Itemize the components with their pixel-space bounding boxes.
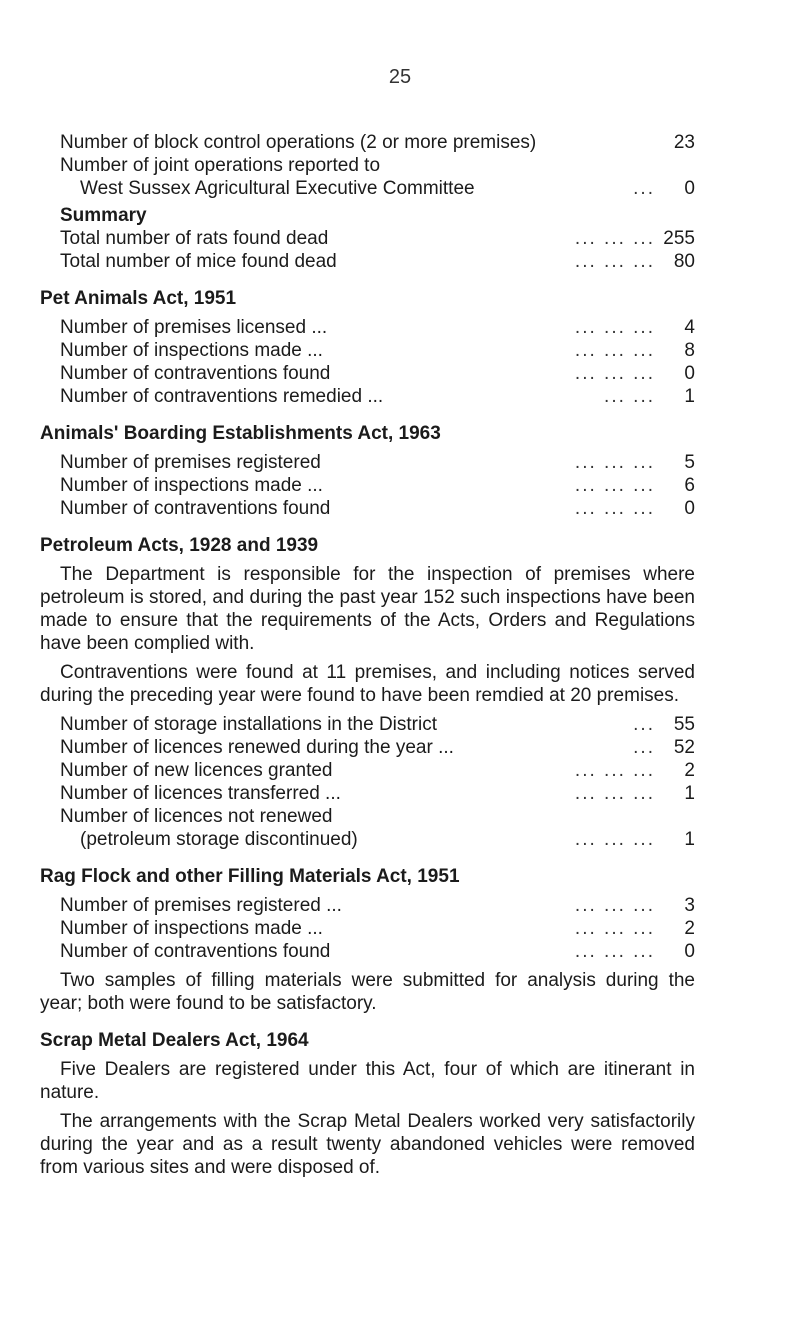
pet-animals-row [40, 316, 695, 339]
rag-flock-row [40, 917, 695, 940]
boarding-row [40, 497, 695, 520]
row-value: 80 [673, 251, 695, 272]
leader-dots: ... ... ... [574, 760, 655, 781]
row-label: Number of premises licensed ... [60, 317, 328, 338]
row-value: 8 [684, 340, 695, 361]
row-value: 55 [673, 714, 695, 735]
not-renewed-line: Number of licences not renewed [60, 806, 333, 827]
row-value: 23 [673, 132, 695, 153]
leader-dots: ... ... [604, 386, 655, 407]
row-value: 1 [684, 783, 695, 804]
leader-dots: ... ... ... [574, 228, 655, 249]
row-label: Number of licences transferred ... [60, 783, 341, 804]
row-label: Number of contraventions found [60, 363, 331, 384]
leader-dots: ... [633, 737, 655, 758]
leader-dots: ... ... ... [574, 895, 655, 916]
petroleum-row [40, 759, 695, 782]
row-value: 5 [684, 452, 695, 473]
row-label: Number of storage installations in the District [60, 714, 437, 735]
row-label: Number of inspections made ... [60, 340, 323, 361]
row-value: 2 [684, 760, 695, 781]
pet-animals-row [40, 385, 695, 408]
joint-operations-line: Number of joint operations reported to [60, 155, 381, 176]
leader-dots: ... ... ... [574, 918, 655, 939]
scrap-metal-paragraph: Five Dealers are registered under this Act, four of which are itinerant in nature. [40, 1059, 695, 1103]
row-value: 255 [663, 228, 695, 249]
leader-dots: ... ... ... [574, 829, 655, 850]
row-label: Number of premises registered [60, 452, 321, 473]
petroleum-heading: Petroleum Acts, 1928 and 1939 [40, 535, 319, 556]
joint-operations-row [40, 177, 695, 200]
row-label: Number of licences renewed during the year ... [60, 737, 454, 758]
scrap-metal-paragraph: The arrangements with the Scrap Metal Dealers worked very satisfactorily during the year and as a result twenty abandoned vehicles were removed from various sites and were disposed of. [40, 1111, 695, 1178]
leader-dots: ... ... ... [574, 340, 655, 361]
leader-dots: ... ... ... [574, 363, 655, 384]
row-label: Number of inspections made ... [60, 475, 323, 496]
pet-animals-row [40, 362, 695, 385]
row-label: Number of premises registered ... [60, 895, 342, 916]
rag-flock-row [40, 894, 695, 917]
petroleum-row [40, 713, 695, 736]
row-value: 6 [684, 475, 695, 496]
row-value: 4 [684, 317, 695, 338]
row-label: Total number of rats found dead [60, 228, 329, 249]
leader-dots: ... [633, 714, 655, 735]
leader-dots: ... ... ... [574, 783, 655, 804]
row-value: 0 [684, 363, 695, 384]
rag-flock-paragraph: Two samples of filling materials were submitted for analysis during the year; both were found to be satisfactory. [40, 970, 695, 1014]
block-control-row [40, 131, 695, 154]
petroleum-paragraph: Contraventions were found at 11 premises, and including notices served during the preceding year were found to have been remdied at 20 premises. [40, 662, 695, 706]
row-label: Number of contraventions found [60, 498, 331, 519]
row-value: 0 [684, 178, 695, 199]
leader-dots: ... ... ... [574, 475, 655, 496]
leader-dots: ... [633, 178, 655, 199]
petroleum-row [40, 828, 695, 851]
row-label: Number of block control operations (2 or more premises) [60, 132, 537, 153]
row-label: (petroleum storage discontinued) [80, 829, 358, 850]
row-label: Total number of mice found dead [60, 251, 337, 272]
row-value: 1 [684, 386, 695, 407]
pet-animals-heading: Pet Animals Act, 1951 [40, 288, 237, 309]
petroleum-row [40, 736, 695, 759]
document-body [40, 131, 695, 1179]
row-label: Number of contraventions remedied ... [60, 386, 384, 407]
row-value: 3 [684, 895, 695, 916]
rag-flock-heading: Rag Flock and other Filling Materials Act, 1951 [40, 866, 460, 887]
leader-dots: ... ... ... [574, 317, 655, 338]
row-value: 52 [673, 737, 695, 758]
leader-dots: ... ... ... [574, 941, 655, 962]
summary-row [40, 227, 695, 250]
leader-dots: ... ... ... [574, 498, 655, 519]
leader-dots: ... ... ... [574, 251, 655, 272]
summary-heading: Summary [60, 205, 147, 226]
boarding-heading: Animals' Boarding Establishments Act, 1963 [40, 423, 441, 444]
pet-animals-row [40, 339, 695, 362]
row-value: 0 [684, 498, 695, 519]
scrap-metal-heading: Scrap Metal Dealers Act, 1964 [40, 1030, 309, 1051]
row-value: 2 [684, 918, 695, 939]
leader-dots: ... ... ... [574, 452, 655, 473]
row-value: 1 [684, 829, 695, 850]
row-label: West Sussex Agricultural Executive Committee [80, 178, 475, 199]
row-label: Number of inspections made ... [60, 918, 323, 939]
petroleum-paragraph: The Department is responsible for the inspection of premises where petroleum is stored, and during the past year 152 such inspections have been made to ensure that the requirements of the Acts, Orders and Regulations have been complied with. [40, 564, 695, 654]
petroleum-row [40, 782, 695, 805]
row-label: Number of new licences granted [60, 760, 333, 781]
page-number: 25 [388, 66, 412, 88]
boarding-row [40, 451, 695, 474]
row-label: Number of contraventions found [60, 941, 331, 962]
row-value: 0 [684, 941, 695, 962]
boarding-row [40, 474, 695, 497]
summary-row [40, 250, 695, 273]
rag-flock-row [40, 940, 695, 963]
